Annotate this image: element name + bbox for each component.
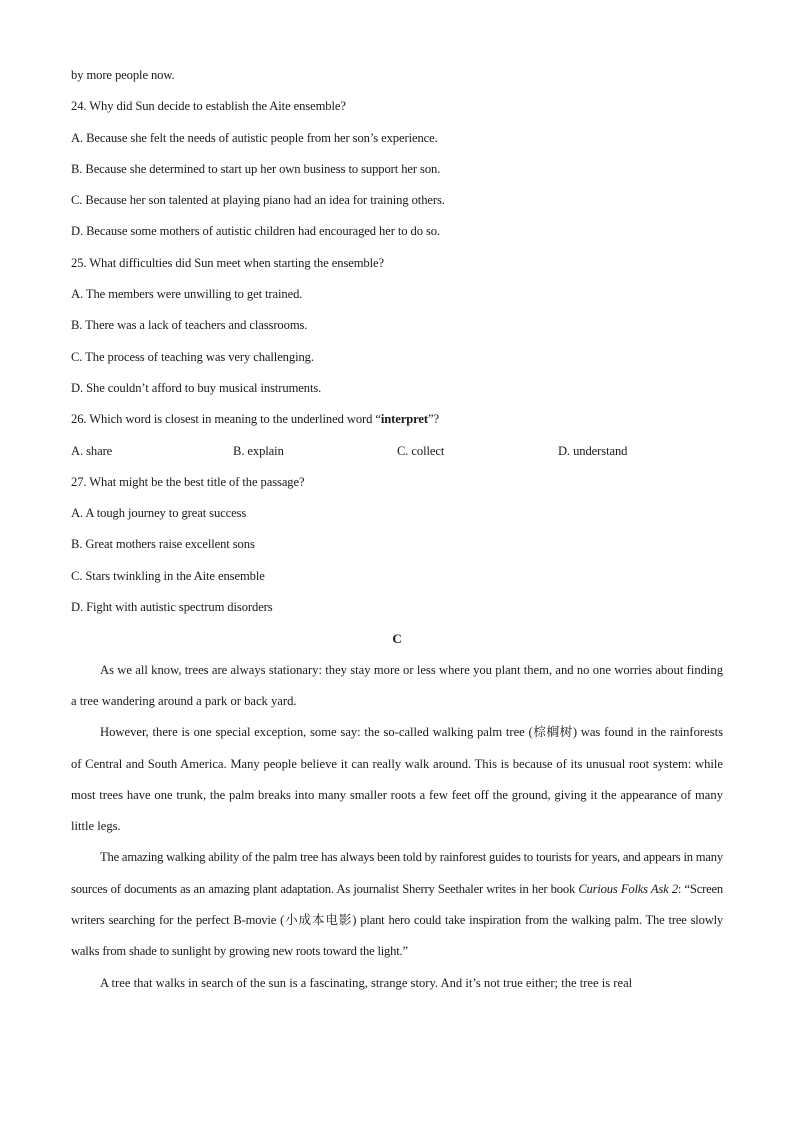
option-25a: A. The members were unwilling to get trained. [71,287,303,302]
paragraph-3 [71,842,723,967]
book-title: Curious Folks Ask 2 [578,881,678,896]
question-26 [71,404,723,435]
option-26c: C. collect [397,443,445,458]
question-27: 27. What might be the best title of the passage? [71,474,305,489]
question-26-text: 26. Which word is closest in meaning to the underlined word “ [71,412,381,427]
paragraph-1: As we all know, trees are always stationary: they stay more or less where you plant them, and no one worries about finding a tree wandering around a park or back yard. [71,662,723,708]
section-c-heading: C [392,631,402,647]
option-26b: B. explain [233,443,284,458]
paragraph-3-start: The amazing walking ability of the palm tree has always been told by rainforest guides to tourists for years, and appears in many sources of documents as an amazing plant adaptation. As journalist Sherry Seethaler writes in her book [71,850,723,896]
option-27b: B. Great mothers raise excellent sons [71,537,255,552]
option-24a: A. Because she felt the needs of autistic people from her son’s experience. [71,130,438,145]
passage-end-line: by more people now. [71,68,175,82]
option-24b: B. Because she determined to start up her own business to support her son. [71,161,441,176]
keyword-interpret: interpret [380,412,428,427]
option-25b: B. There was a lack of teachers and classrooms. [71,318,308,333]
option-27d: D. Fight with autistic spectrum disorders [71,600,273,615]
option-25d: D. She couldn’t afford to buy musical instruments. [71,380,322,395]
paragraph-3-end: : “Screen writers searching for the perfect B-movie (小成本电影) plant hero could take inspiration from the walking palm. The tree slowly walks from shade to sunlight by growing new roots toward the light.” [71,881,723,959]
option-24d: D. Because some mothers of autistic children had encouraged her to do so. [71,224,441,239]
option-26d: D. understand [558,443,628,458]
paragraph-4: A tree that walks in search of the sun is a fascinating, strange story. And it’s not true either; the tree is real [100,975,633,990]
question-26-end: ”? [428,412,439,427]
document-page [71,60,723,999]
option-26a: A. share [71,443,113,458]
paragraph-2: However, there is one special exception, some say: the so-called walking palm tree (棕榈树) was found in the rainforests of Central and South America. Many people believe it can really walk around. This is because of its unusual root system: while most trees have one trunk, the palm breaks into many smaller roots a few feet off the ground, giving it the appearance of many little legs. [71,725,723,834]
option-27a: A. A tough journey to great success [71,506,247,521]
question-25: 25. What difficulties did Sun meet when starting the ensemble? [71,255,385,270]
option-25c: C. The process of teaching was very challenging. [71,349,314,364]
option-24c: C. Because her son talented at playing piano had an idea for training others. [71,193,445,208]
question-24: 24. Why did Sun decide to establish the Aite ensemble? [71,99,346,114]
option-27c: C. Stars twinkling in the Aite ensemble [71,568,265,583]
options-26 [71,436,723,467]
